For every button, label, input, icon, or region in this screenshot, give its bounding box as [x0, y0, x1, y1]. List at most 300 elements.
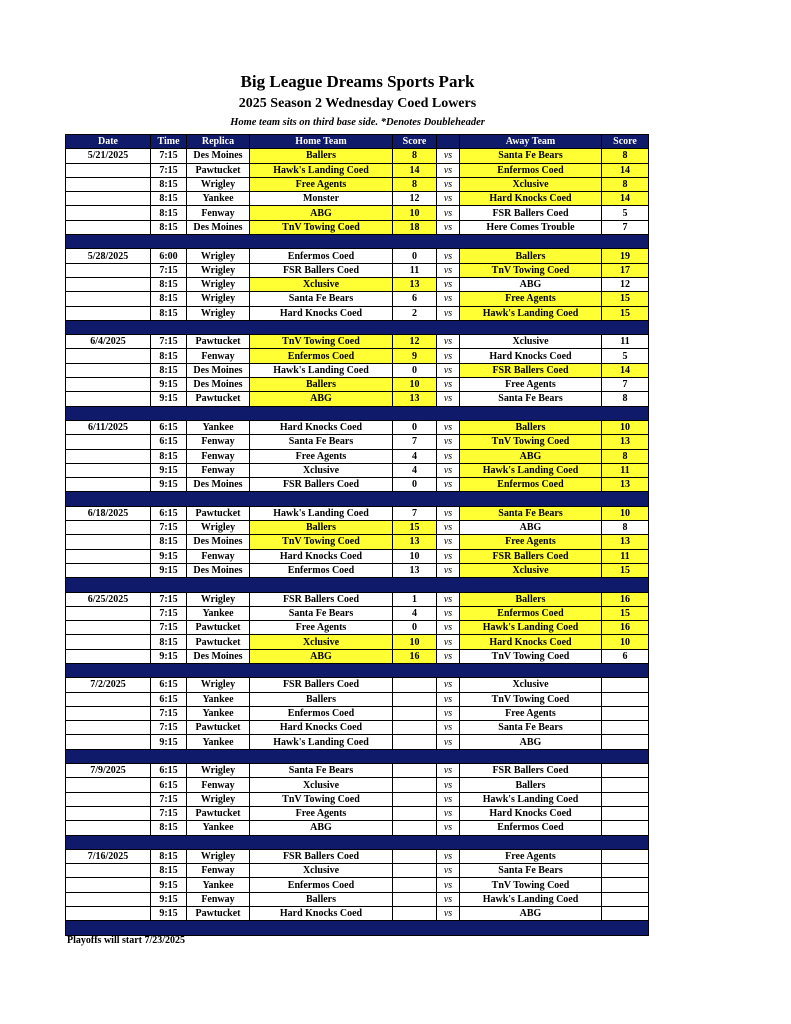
- home-team-cell: FSR Ballers Coed: [250, 592, 393, 606]
- replica-cell: Yankee: [187, 878, 250, 892]
- col-header-home-team: Home Team: [250, 135, 393, 149]
- replica-cell: Des Moines: [187, 563, 250, 577]
- away-score-cell: 14: [602, 363, 649, 377]
- away-team-cell: TnV Towing Coed: [460, 692, 602, 706]
- home-score-cell: 12: [393, 335, 437, 349]
- away-score-cell: 14: [602, 192, 649, 206]
- date-cell: [66, 521, 151, 535]
- away-team-cell: Enfermos Coed: [460, 821, 602, 835]
- away-score-cell: 19: [602, 249, 649, 263]
- table-row: [66, 306, 649, 320]
- time-cell: 7:15: [151, 521, 187, 535]
- week-separator-bar: [66, 921, 649, 935]
- home-score-cell: 4: [393, 449, 437, 463]
- time-cell: 8:15: [151, 864, 187, 878]
- time-cell: 6:15: [151, 678, 187, 692]
- home-score-cell: 13: [393, 392, 437, 406]
- time-cell: 6:15: [151, 420, 187, 434]
- table-row: [66, 192, 649, 206]
- time-cell: 8:15: [151, 535, 187, 549]
- date-cell: [66, 392, 151, 406]
- away-score-cell: [602, 692, 649, 706]
- away-team-cell: ABG: [460, 735, 602, 749]
- vs-cell: vs: [437, 592, 460, 606]
- home-score-cell: 8: [393, 149, 437, 163]
- date-cell: [66, 649, 151, 663]
- away-team-cell: Santa Fe Bears: [460, 506, 602, 520]
- home-score-cell: [393, 706, 437, 720]
- time-cell: 9:15: [151, 892, 187, 906]
- home-team-cell: Xclusive: [250, 635, 393, 649]
- away-score-cell: 11: [602, 463, 649, 477]
- time-cell: 9:15: [151, 907, 187, 921]
- week-separator: [66, 835, 649, 849]
- home-team-cell: Free Agents: [250, 177, 393, 191]
- replica-cell: Wrigley: [187, 764, 250, 778]
- away-score-cell: [602, 706, 649, 720]
- home-team-cell: Enfermos Coed: [250, 878, 393, 892]
- replica-cell: Des Moines: [187, 149, 250, 163]
- home-score-cell: 8: [393, 177, 437, 191]
- time-cell: 9:15: [151, 563, 187, 577]
- away-team-cell: Free Agents: [460, 706, 602, 720]
- time-cell: 6:15: [151, 764, 187, 778]
- vs-cell: vs: [437, 649, 460, 663]
- table-row: [66, 764, 649, 778]
- home-score-cell: 13: [393, 277, 437, 291]
- date-cell: [66, 363, 151, 377]
- date-cell: 7/16/2025: [66, 849, 151, 863]
- home-team-cell: Xclusive: [250, 864, 393, 878]
- time-cell: 8:15: [151, 192, 187, 206]
- date-cell: [66, 206, 151, 220]
- time-cell: 6:15: [151, 435, 187, 449]
- away-team-cell: Xclusive: [460, 678, 602, 692]
- away-score-cell: 14: [602, 163, 649, 177]
- date-cell: 6/18/2025: [66, 506, 151, 520]
- table-row: [66, 706, 649, 720]
- col-header-date: Date: [66, 135, 151, 149]
- vs-cell: vs: [437, 878, 460, 892]
- home-score-cell: [393, 735, 437, 749]
- table-row: [66, 363, 649, 377]
- table-row: [66, 878, 649, 892]
- time-cell: 8:15: [151, 821, 187, 835]
- vs-cell: vs: [437, 263, 460, 277]
- page-title: Big League Dreams Sports Park: [240, 72, 475, 91]
- away-team-cell: Enfermos Coed: [460, 478, 602, 492]
- date-cell: [66, 864, 151, 878]
- replica-cell: Fenway: [187, 778, 250, 792]
- home-score-cell: 18: [393, 220, 437, 234]
- week-separator-bar: [66, 406, 649, 420]
- away-team-cell: Free Agents: [460, 535, 602, 549]
- away-score-cell: 8: [602, 149, 649, 163]
- away-team-cell: Hawk's Landing Coed: [460, 792, 602, 806]
- table-row: [66, 792, 649, 806]
- vs-cell: vs: [437, 349, 460, 363]
- home-score-cell: 4: [393, 463, 437, 477]
- table-row: [66, 277, 649, 291]
- away-score-cell: 13: [602, 435, 649, 449]
- home-score-cell: 0: [393, 478, 437, 492]
- time-cell: 9:15: [151, 735, 187, 749]
- table-row: [66, 592, 649, 606]
- away-score-cell: 6: [602, 649, 649, 663]
- time-cell: 8:15: [151, 363, 187, 377]
- home-score-cell: 12: [393, 192, 437, 206]
- away-score-cell: [602, 849, 649, 863]
- away-score-cell: [602, 907, 649, 921]
- away-team-cell: Hawk's Landing Coed: [460, 463, 602, 477]
- table-row: [66, 449, 649, 463]
- date-cell: [66, 606, 151, 620]
- date-cell: [66, 892, 151, 906]
- date-cell: [66, 435, 151, 449]
- away-score-cell: 15: [602, 306, 649, 320]
- home-score-cell: 10: [393, 378, 437, 392]
- replica-cell: Yankee: [187, 735, 250, 749]
- table-row: [66, 649, 649, 663]
- away-team-cell: Hard Knocks Coed: [460, 349, 602, 363]
- date-cell: [66, 378, 151, 392]
- home-team-cell: ABG: [250, 649, 393, 663]
- away-score-cell: 11: [602, 549, 649, 563]
- away-score-cell: 12: [602, 277, 649, 291]
- home-team-cell: TnV Towing Coed: [250, 792, 393, 806]
- time-cell: 9:15: [151, 878, 187, 892]
- away-team-cell: Santa Fe Bears: [460, 149, 602, 163]
- table-row: [66, 163, 649, 177]
- home-team-cell: Enfermos Coed: [250, 706, 393, 720]
- time-cell: 8:15: [151, 277, 187, 291]
- time-cell: 9:15: [151, 549, 187, 563]
- time-cell: 8:15: [151, 349, 187, 363]
- week-separator-bar: [66, 835, 649, 849]
- replica-cell: Yankee: [187, 706, 250, 720]
- vs-cell: vs: [437, 635, 460, 649]
- week-separator-bar: [66, 663, 649, 677]
- home-score-cell: [393, 806, 437, 820]
- date-cell: [66, 563, 151, 577]
- week-separator: [66, 578, 649, 592]
- home-score-cell: 9: [393, 349, 437, 363]
- table-row: [66, 478, 649, 492]
- table-row: [66, 177, 649, 191]
- table-row: [66, 621, 649, 635]
- away-score-cell: 16: [602, 592, 649, 606]
- away-score-cell: 8: [602, 521, 649, 535]
- home-team-cell: Hard Knocks Coed: [250, 721, 393, 735]
- home-score-cell: [393, 792, 437, 806]
- home-team-cell: TnV Towing Coed: [250, 335, 393, 349]
- home-team-cell: Hard Knocks Coed: [250, 907, 393, 921]
- vs-cell: vs: [437, 849, 460, 863]
- week-separator: [66, 492, 649, 506]
- replica-cell: Des Moines: [187, 220, 250, 234]
- home-score-cell: 11: [393, 263, 437, 277]
- date-cell: [66, 706, 151, 720]
- away-score-cell: [602, 878, 649, 892]
- table-row: [66, 463, 649, 477]
- away-team-cell: Hawk's Landing Coed: [460, 306, 602, 320]
- vs-cell: vs: [437, 692, 460, 706]
- date-cell: 6/25/2025: [66, 592, 151, 606]
- date-cell: [66, 735, 151, 749]
- home-score-cell: 1: [393, 592, 437, 606]
- replica-cell: Pawtucket: [187, 907, 250, 921]
- time-cell: 8:15: [151, 449, 187, 463]
- away-score-cell: 8: [602, 449, 649, 463]
- table-row: [66, 392, 649, 406]
- away-team-cell: Santa Fe Bears: [460, 392, 602, 406]
- table-row: [66, 907, 649, 921]
- vs-cell: vs: [437, 292, 460, 306]
- date-cell: [66, 635, 151, 649]
- away-team-cell: Here Comes Trouble: [460, 220, 602, 234]
- time-cell: 9:15: [151, 392, 187, 406]
- table-row: [66, 506, 649, 520]
- home-team-cell: FSR Ballers Coed: [250, 849, 393, 863]
- away-team-cell: Santa Fe Bears: [460, 721, 602, 735]
- away-team-cell: FSR Ballers Coed: [460, 549, 602, 563]
- away-score-cell: [602, 806, 649, 820]
- away-team-cell: FSR Ballers Coed: [460, 764, 602, 778]
- away-score-cell: 15: [602, 292, 649, 306]
- home-score-cell: 0: [393, 363, 437, 377]
- time-cell: 6:15: [151, 692, 187, 706]
- replica-cell: Fenway: [187, 892, 250, 906]
- time-cell: 6:00: [151, 249, 187, 263]
- table-row: [66, 149, 649, 163]
- away-score-cell: 7: [602, 220, 649, 234]
- away-score-cell: [602, 864, 649, 878]
- replica-cell: Pawtucket: [187, 721, 250, 735]
- replica-cell: Fenway: [187, 864, 250, 878]
- date-cell: [66, 478, 151, 492]
- vs-cell: vs: [437, 249, 460, 263]
- table-row: [66, 292, 649, 306]
- week-separator-bar: [66, 492, 649, 506]
- week-separator-bar: [66, 578, 649, 592]
- home-score-cell: 10: [393, 206, 437, 220]
- home-team-cell: Free Agents: [250, 621, 393, 635]
- table-row: [66, 806, 649, 820]
- vs-cell: vs: [437, 892, 460, 906]
- table-row: [66, 549, 649, 563]
- time-cell: 7:15: [151, 792, 187, 806]
- away-score-cell: 10: [602, 635, 649, 649]
- vs-cell: vs: [437, 735, 460, 749]
- away-team-cell: ABG: [460, 907, 602, 921]
- time-cell: 7:15: [151, 335, 187, 349]
- time-cell: 7:15: [151, 163, 187, 177]
- away-score-cell: [602, 735, 649, 749]
- time-cell: 7:15: [151, 149, 187, 163]
- table-row: [66, 721, 649, 735]
- date-cell: [66, 220, 151, 234]
- away-team-cell: Ballers: [460, 249, 602, 263]
- col-header-away-team: Away Team: [460, 135, 602, 149]
- home-team-cell: Hawk's Landing Coed: [250, 363, 393, 377]
- home-score-cell: 16: [393, 649, 437, 663]
- away-team-cell: FSR Ballers Coed: [460, 363, 602, 377]
- replica-cell: Fenway: [187, 206, 250, 220]
- table-row: [66, 606, 649, 620]
- replica-cell: Yankee: [187, 420, 250, 434]
- replica-cell: Fenway: [187, 549, 250, 563]
- replica-cell: Wrigley: [187, 249, 250, 263]
- table-row: [66, 635, 649, 649]
- replica-cell: Yankee: [187, 821, 250, 835]
- time-cell: 8:15: [151, 306, 187, 320]
- replica-cell: Yankee: [187, 692, 250, 706]
- away-team-cell: Free Agents: [460, 849, 602, 863]
- away-score-cell: 15: [602, 606, 649, 620]
- date-cell: [66, 806, 151, 820]
- away-score-cell: 10: [602, 420, 649, 434]
- seating-note: Home team sits on third base side. *Denotes Doubleheader: [230, 117, 485, 128]
- table-row: [66, 378, 649, 392]
- home-score-cell: 0: [393, 249, 437, 263]
- away-score-cell: 8: [602, 177, 649, 191]
- replica-cell: Fenway: [187, 449, 250, 463]
- away-score-cell: [602, 678, 649, 692]
- replica-cell: Des Moines: [187, 378, 250, 392]
- date-cell: [66, 349, 151, 363]
- replica-cell: Pawtucket: [187, 392, 250, 406]
- vs-cell: vs: [437, 549, 460, 563]
- date-cell: [66, 778, 151, 792]
- home-team-cell: Ballers: [250, 692, 393, 706]
- table-row: [66, 535, 649, 549]
- date-cell: 7/2/2025: [66, 678, 151, 692]
- home-score-cell: 15: [393, 521, 437, 535]
- playoffs-note: Playoffs will start 7/23/2025: [67, 935, 186, 946]
- away-team-cell: Enfermos Coed: [460, 606, 602, 620]
- home-score-cell: [393, 764, 437, 778]
- home-team-cell: Xclusive: [250, 778, 393, 792]
- vs-cell: vs: [437, 907, 460, 921]
- vs-cell: vs: [437, 521, 460, 535]
- table-row: [66, 849, 649, 863]
- date-cell: [66, 192, 151, 206]
- home-score-cell: 10: [393, 635, 437, 649]
- home-score-cell: [393, 721, 437, 735]
- table-row: [66, 420, 649, 434]
- col-header-vs: [437, 135, 460, 149]
- replica-cell: Yankee: [187, 192, 250, 206]
- replica-cell: Des Moines: [187, 363, 250, 377]
- date-cell: [66, 907, 151, 921]
- table-row: [66, 821, 649, 835]
- home-team-cell: Hawk's Landing Coed: [250, 506, 393, 520]
- home-team-cell: FSR Ballers Coed: [250, 678, 393, 692]
- home-score-cell: 10: [393, 549, 437, 563]
- away-score-cell: 5: [602, 206, 649, 220]
- home-score-cell: [393, 821, 437, 835]
- home-team-cell: Ballers: [250, 521, 393, 535]
- vs-cell: vs: [437, 163, 460, 177]
- away-score-cell: [602, 764, 649, 778]
- table-row: [66, 778, 649, 792]
- home-team-cell: Ballers: [250, 149, 393, 163]
- col-header-replica: Replica: [187, 135, 250, 149]
- home-score-cell: 0: [393, 420, 437, 434]
- vs-cell: vs: [437, 621, 460, 635]
- home-team-cell: FSR Ballers Coed: [250, 263, 393, 277]
- away-team-cell: ABG: [460, 449, 602, 463]
- replica-cell: Fenway: [187, 463, 250, 477]
- replica-cell: Wrigley: [187, 521, 250, 535]
- header-row: [66, 135, 649, 149]
- vs-cell: vs: [437, 535, 460, 549]
- vs-cell: vs: [437, 706, 460, 720]
- home-team-cell: Santa Fe Bears: [250, 764, 393, 778]
- table-row: [66, 435, 649, 449]
- vs-cell: vs: [437, 864, 460, 878]
- away-score-cell: 13: [602, 478, 649, 492]
- table-row: [66, 349, 649, 363]
- time-cell: 7:15: [151, 806, 187, 820]
- replica-cell: Pawtucket: [187, 806, 250, 820]
- week-separator: [66, 320, 649, 334]
- home-team-cell: Hard Knocks Coed: [250, 420, 393, 434]
- away-team-cell: Xclusive: [460, 563, 602, 577]
- table-row: [66, 864, 649, 878]
- away-team-cell: Hawk's Landing Coed: [460, 892, 602, 906]
- home-team-cell: TnV Towing Coed: [250, 220, 393, 234]
- replica-cell: Des Moines: [187, 478, 250, 492]
- vs-cell: vs: [437, 206, 460, 220]
- away-team-cell: Ballers: [460, 778, 602, 792]
- col-header-away-score: Score: [602, 135, 649, 149]
- vs-cell: vs: [437, 778, 460, 792]
- home-team-cell: FSR Ballers Coed: [250, 478, 393, 492]
- replica-cell: Wrigley: [187, 277, 250, 291]
- week-separator: [66, 921, 649, 935]
- table-row: [66, 263, 649, 277]
- away-team-cell: Ballers: [460, 592, 602, 606]
- date-cell: 5/21/2025: [66, 149, 151, 163]
- vs-cell: vs: [437, 449, 460, 463]
- vs-cell: vs: [437, 435, 460, 449]
- home-team-cell: Santa Fe Bears: [250, 435, 393, 449]
- col-header-time: Time: [151, 135, 187, 149]
- vs-cell: vs: [437, 363, 460, 377]
- home-team-cell: Hawk's Landing Coed: [250, 163, 393, 177]
- vs-cell: vs: [437, 306, 460, 320]
- home-score-cell: 13: [393, 535, 437, 549]
- home-team-cell: Xclusive: [250, 277, 393, 291]
- away-team-cell: TnV Towing Coed: [460, 649, 602, 663]
- away-team-cell: Ballers: [460, 420, 602, 434]
- time-cell: 7:15: [151, 592, 187, 606]
- replica-cell: Wrigley: [187, 292, 250, 306]
- home-team-cell: Free Agents: [250, 806, 393, 820]
- vs-cell: vs: [437, 678, 460, 692]
- table-row: [66, 735, 649, 749]
- replica-cell: Pawtucket: [187, 635, 250, 649]
- date-cell: [66, 463, 151, 477]
- replica-cell: Pawtucket: [187, 621, 250, 635]
- schedule-table: [65, 134, 649, 936]
- away-team-cell: Xclusive: [460, 335, 602, 349]
- time-cell: 8:15: [151, 292, 187, 306]
- vs-cell: vs: [437, 335, 460, 349]
- away-score-cell: 7: [602, 378, 649, 392]
- vs-cell: vs: [437, 277, 460, 291]
